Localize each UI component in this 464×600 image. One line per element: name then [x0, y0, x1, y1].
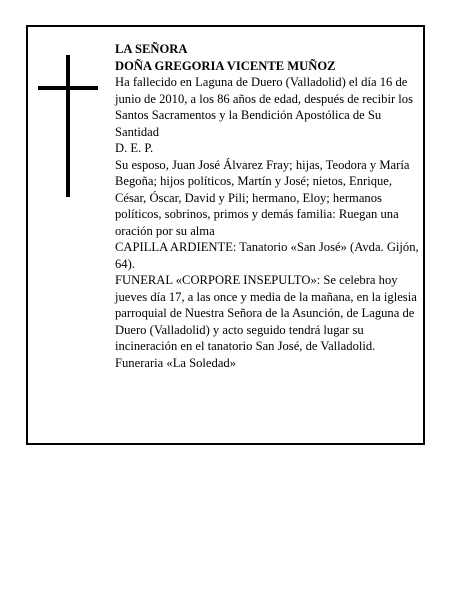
obituary-text	[115, 41, 419, 371]
chapel-info: CAPILLA ARDIENTE: Tanatorio «San José» (Avda. Gijón, 64).	[115, 240, 419, 271]
rip-text: D. E. P.	[115, 141, 154, 155]
obituary-title: LA SEÑORA	[115, 42, 188, 56]
obituary-notice	[26, 25, 425, 445]
cross-horizontal-bar	[38, 86, 98, 90]
funeral-info: FUNERAL «CORPORE INSEPULTO»: Se celebra hoy jueves día 17, a las once y media de la mañana, en la iglesia parroquial de Nuestra Señora de la Asunción, de Laguna de Duero (Valladolid) y acto seguido tendrá lugar su incineración en el tanatorio San José, de Valladolid.	[115, 273, 417, 353]
deceased-name: DOÑA GREGORIA VICENTE MUÑOZ	[115, 58, 336, 73]
funeral-home: Funeraria «La Soledad»	[115, 355, 236, 370]
family-list: Su esposo, Juan José Álvarez Fray; hijas, Teodora y María Begoña; hijos políticos, Martín y José; nietos, Enrique, César, Óscar, David y Pili; hermano, Eloy; hermanos políticos, sobrinos, primos y demás familia: Ruegan una oración por su alma	[115, 157, 410, 238]
cross-vertical-bar	[66, 55, 70, 197]
death-announcement: Ha fallecido en Laguna de Duero (Valladolid) el día 16 de junio de 2010, a los 86 años de edad, después de recibir los Santos Sacramentos y la Bendición Apostólica de Su Santidad	[115, 75, 413, 139]
